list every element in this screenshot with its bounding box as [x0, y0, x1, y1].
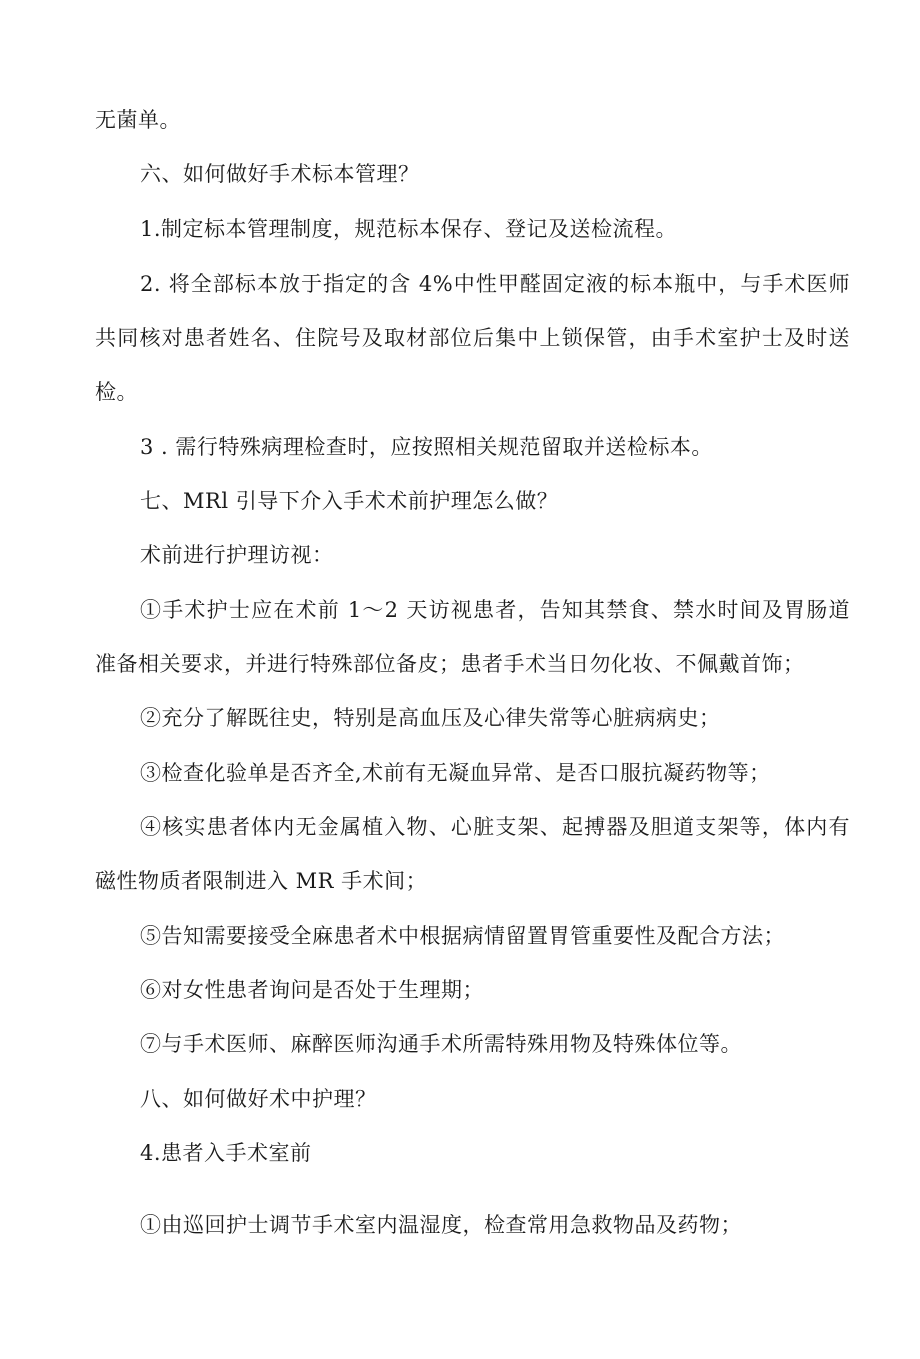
text-line: ⑦与手术医师、麻醉医师沟通手术所需特殊用物及特殊体位等。 — [140, 1032, 742, 1056]
section-heading: 七、MRl 引导下介入手术术前护理怎么做？ — [140, 489, 559, 513]
section-heading: 八、如何做好术中护理？ — [140, 1087, 377, 1111]
text-line: 磁性物质者限制进入 MR 手术间； — [95, 869, 428, 893]
text-line: ①由巡回护士调节手术室内温湿度，检查常用急救物品及药物； — [140, 1213, 742, 1237]
text-line: 1.制定标本管理制度，规范标本保存、登记及送检流程。 — [140, 217, 678, 241]
section-heading: 六、如何做好手术标本管理？ — [140, 162, 420, 186]
text-line: 术前进行护理访视： — [140, 543, 334, 567]
text-line: 3 . 需行特殊病理检查时，应按照相关规范留取并送检标本。 — [140, 435, 713, 459]
text-line: 检。 — [95, 380, 138, 404]
text-line: 共同核对患者姓名、住院号及取材部位后集中上锁保管，由手术室护士及时送 — [95, 326, 850, 350]
text-line: ⑥对女性患者询问是否处于生理期； — [140, 978, 484, 1002]
text-line: ②充分了解既往史，特别是高血压及心律失常等心脏病病史； — [140, 706, 721, 730]
text-line: ③检查化验单是否齐全,术前有无凝血异常、是否口服抗凝药物等； — [140, 761, 771, 785]
text-line: ①手术护士应在术前 1～2 天访视患者，告知其禁食、禁水时间及胃肠道 — [140, 598, 850, 622]
text-line: 无菌单。 — [95, 108, 181, 132]
text-line: 2. 将全部标本放于指定的含 4%中性甲醛固定液的标本瓶中，与手术医师 — [140, 272, 850, 296]
text-line: 4.患者入手术室前 — [140, 1141, 312, 1165]
text-line: 准备相关要求，并进行特殊部位备皮；患者手术当日勿化妆、不佩戴首饰； — [95, 652, 805, 676]
text-line: ④核实患者体内无金属植入物、心脏支架、起搏器及胆道支架等，体内有 — [140, 815, 850, 839]
text-line: ⑤告知需要接受全麻患者术中根据病情留置胃管重要性及配合方法； — [140, 924, 785, 948]
